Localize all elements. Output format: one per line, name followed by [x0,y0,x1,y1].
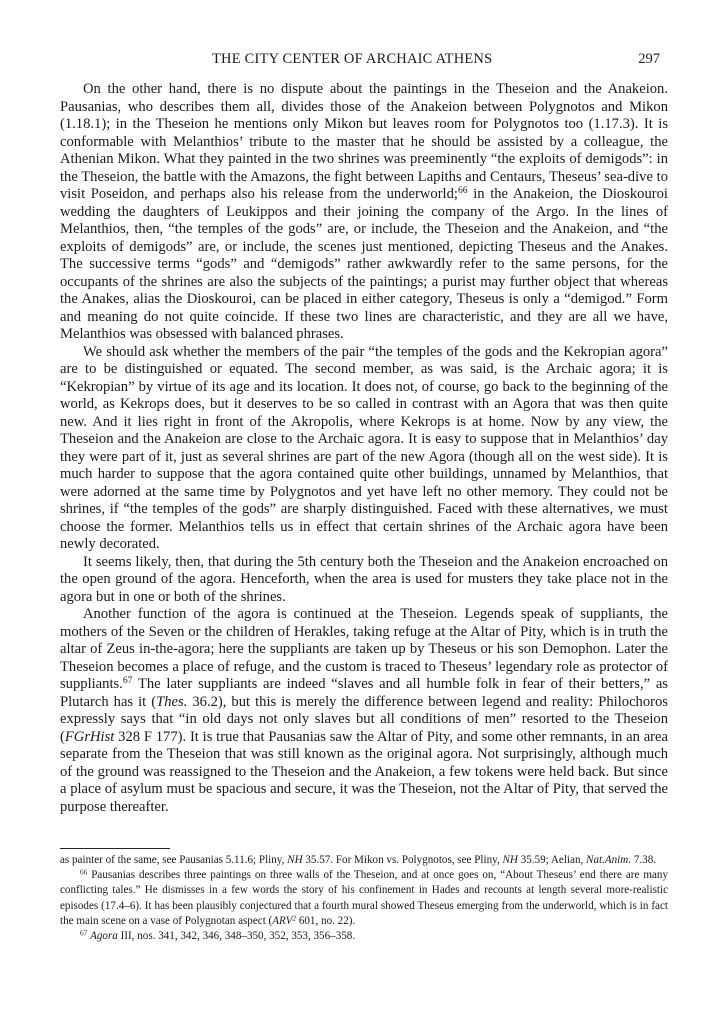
footnote-separator [60,848,170,849]
footnote-number-67: 67 [80,928,88,938]
running-title: THE CITY CENTER OF ARCHAIC ATHENS [212,51,493,67]
paragraph-1-part-b: in the Anakeion, the Dioskouroi wedding the daughters of Leukippos and their joining the company of the Argo. In the lines of Melanthios, then, “the temples of the gods” are, or include, the Theseion and the Anakeion, and “the exploits of demigods” are, or include, the scenes just mentioned, depicting Theseus and the Anakes. The successive terms “gods” and “demigods” rather awkwardly refer to the same persons, for the occupants of the shrines are also the subjects of the paintings; a purist may further object that whereas the Anakes, alias the Dioskouroi, can be placed in either category, Theseus is only a “demigod.” Form and meaning do not quite coincide. If these two lines are characteristic, and they are all we have, Melanthios was obsessed with balanced phrases. [60,186,668,342]
paragraph-4-part-a: Another function of the agora is continued at the Theseion. Legends speak of suppliants, the mothers of the Seven or the children of Herakles, taking refuge at the Altar of Pity, which is in truth the altar of Zeus in-the-agora; here the suppliants are taken up by Theseus or his son Demophon. Later the Theseion becomes a place of refuge, and the custom is traced to Theseus’ legendary role as protector of suppliants. [60,606,668,692]
citation-nh: NH [502,854,518,866]
footnote-cont-part-b: 35.57. For Mikon vs. Polygnotos, see Pliny, [302,854,503,866]
paragraph-1-part-a: On the other hand, there is no dispute about the paintings in the Theseion and the Anakeion. Pausanias, who describes them all, divides those of the Anakeion between Polygnotos and Mikon (1.18.1); in the Theseion he mentions only Mikon but leaves room for Polygnotos too (1.17.3). It is conformable with Melanthios’ tribute to the master that he should be assisted by a colleague, the Athenian Mikon. What they painted in the two shrines was preeminently “the exploits of demigods”: in the Theseion, the battle with the Amazons, the fight between Lapiths and Centaurs, Theseus’ sea-dive to visit Poseidon, and perhaps also his release from the underworld; [60,81,668,202]
paragraph-4-part-b: The later suppliants are indeed “slaves and all humble folk in fear of their betters,” as Plutarch has it ( [60,676,668,710]
footnote-cont-part-c: 35.59; Aelian, [517,854,587,866]
footnote-67-text: III, nos. 341, 342, 346, 348–350, 352, 353, 356–358. [117,930,356,943]
citation-arv [272,915,296,927]
citation-fgrhist: FGrHist [64,728,115,745]
footnote-66-part-a: Pausanias describes three paintings on three walls of the Theseion, and at once goes on, “About Theseus’ end there are many conflicting tales.” He dismisses in a few words the story of his confinement in Hades and recounts at length several more-realistic episodes (17.4–6). It has been plausibly conjectured that a fourth mural showed Theseus emerging from the underworld, which is in fact the main scene on a vase of Polygnotan aspect ( [60,869,668,927]
footnote-66 [60,868,668,929]
paragraph-4 [60,606,668,816]
running-head [60,51,660,71]
footnote-67 [60,929,668,944]
paragraph-1 [60,81,668,344]
citation-nh: NH [287,854,303,866]
citation-thes: Thes. [156,693,188,710]
footnote-ref-66[interactable]: 66 [457,185,468,197]
citation-arv-text: ARV [272,914,293,927]
paragraph-4-part-d: 328 F 177). It is true that Pausanias saw the Altar of Pity, and some other remnants, in an area separate from the Theseion that was still known as the original agora. Not surprisingly, although much of the ground was reassigned to the Theseion and the Anakeion, a few tokens were held back. But since a place of asylum must be spacious and secure, it was the Theseion, not the Altar of Pity, that served the purpose thereafter. [60,728,668,815]
citation-agora: Agora [90,930,118,943]
footnotes [60,853,668,944]
citation-arv-edition: 2 [292,913,297,923]
footnote-ref-67[interactable]: 67 [122,675,133,687]
footnote-cont-part-d: 7.38. [631,854,657,866]
footnote-continuation [60,853,668,868]
paragraph-3: It seems likely, then, that during the 5th century both the Theseion and the Anakeion encroached on the open ground of the agora. Henceforth, when the area is used for musters they take place not in the agora but in one or both of the shrines. [60,553,668,605]
footnote-cont-part-a: as painter of the same, see Pausanias 5.11.6; Pliny, [60,854,288,866]
page-number: 297 [638,51,660,67]
citation-nat-anim: Nat.Anim. [586,854,632,866]
footnote-66-part-b: 601, no. 22). [296,914,356,927]
body-text [60,81,668,816]
paragraph-4-part-c: 36.2), but this is merely the difference between legend and reality: Philochoros expressly says that “in old days not only slaves but all conditions of men” resorted to the Theseion ( [60,693,668,745]
paragraph-2: We should ask whether the members of the pair “the temples of the gods and the Kekropian agora” are to be distinguished or equated. The second member, as was said, is the Archaic agora; it is “Kekropian” by virtue of its age and its location. It does not, of course, go back to the beginning of the world, as Kekrops does, but it deserves to be so called in contrast with an Agora that was then quite new. And it lies right in front of the Akropolis, where Kekrops is at home. Now by any view, the Theseion and the Anakeion are close to the Archaic agora. It is easy to suppose that in Melanthios’ day they were part of it, just as several shrines are part of the new Agora (though all on the west side). It is much harder to suppose that the agora contained quite other buildings, unnamed by Melanthios, that were adorned at the same time by Polygnotos and yet have left no other memory. They could not be shrines, if “the temples of the gods” are sharply distinguished. Faced with these alternatives, we must choose the former. Melanthios tells us in effect that certain shrines of the Archaic agora have been newly decorated. [60,343,668,552]
footnote-number-66: 66 [80,867,88,877]
